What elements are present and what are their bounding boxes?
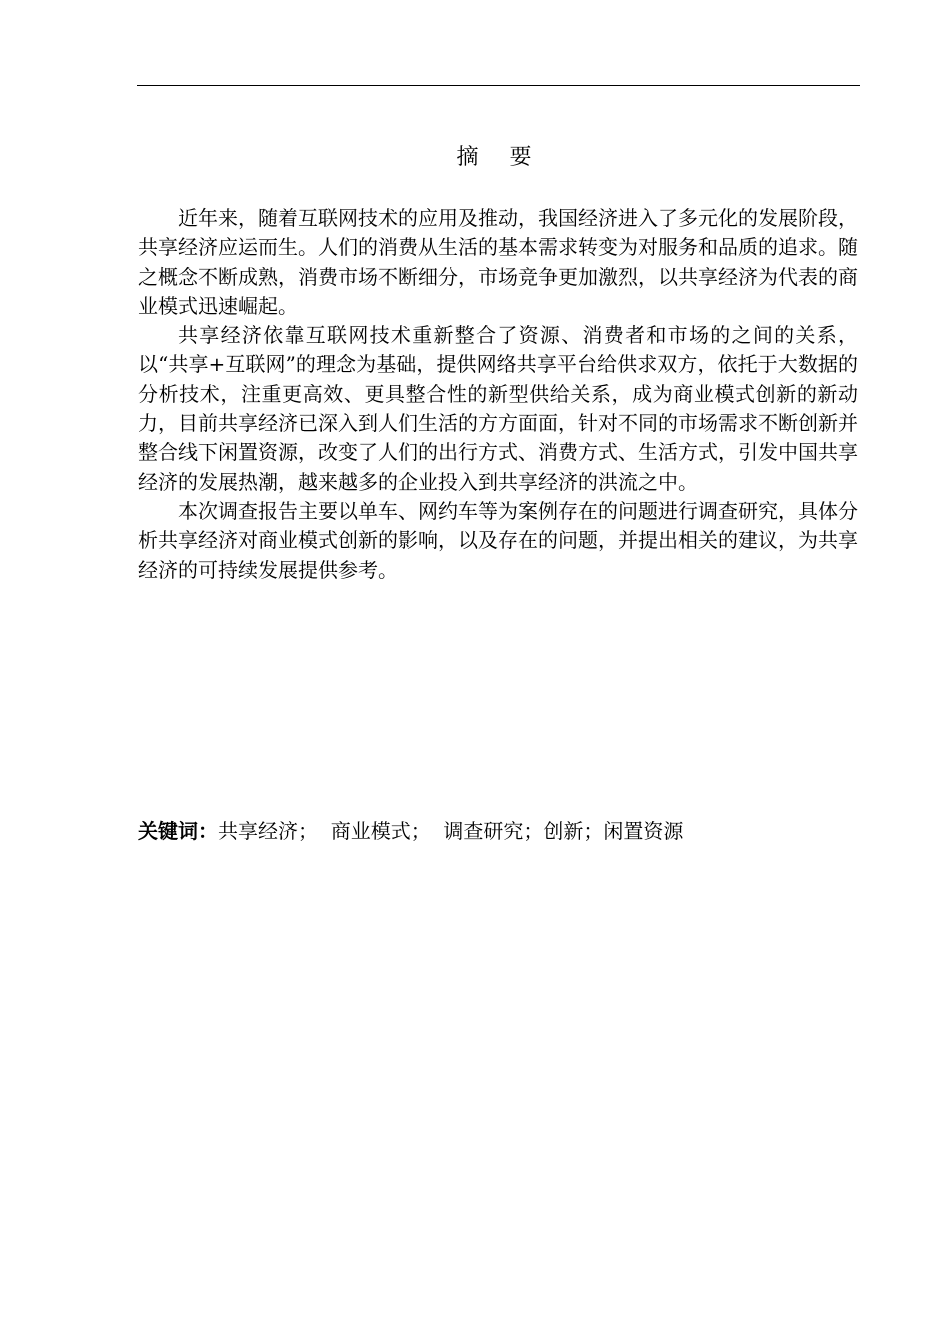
keywords-line — [138, 816, 858, 846]
abstract-paragraph-2: 共享经济依靠互联网技术重新整合了资源、消费者和市场的之间的关系，以“共享+互联网”的理念为基础，提供网络共享平台给供求双方，依托于大数据的分析技术，注重更高效、更具整合性的新型供给关系，成为商业模式创新的新动力，目前共享经济已深入到人们生活的方方面面，针对不同的市场需求不断创新并整合线下闲置资源，改变了人们的出行方式、消费方式、生活方式，引发中国共享经济的发展热潮，越来越多的企业投入到共享经济的洪流之中。 — [138, 323, 858, 494]
abstract-title: 摘 要 — [456, 145, 544, 170]
header-rule — [137, 85, 860, 86]
abstract-body — [138, 204, 858, 585]
keywords-text: 共享经济； 商业模式； 调查研究；创新；闲置资源 — [218, 819, 684, 843]
abstract-paragraph-1: 近年来，随着互联网技术的应用及推动，我国经济进入了多元化的发展阶段，共享经济应运而生。人们的消费从生活的基本需求转变为对服务和品质的追求。随之概念不断成熟，消费市场不断细分，市场竞争更加激烈，以共享经济为代表的商业模式迅速崛起。 — [138, 206, 858, 318]
keywords-label: 关键词： — [138, 819, 218, 843]
abstract-paragraph-3: 本次调查报告主要以单车、网约车等为案例存在的问题进行调查研究，具体分析共享经济对商业模式创新的影响，以及存在的问题，并提出相关的建议，为共享经济的可持续发展提供参考。 — [138, 498, 858, 582]
